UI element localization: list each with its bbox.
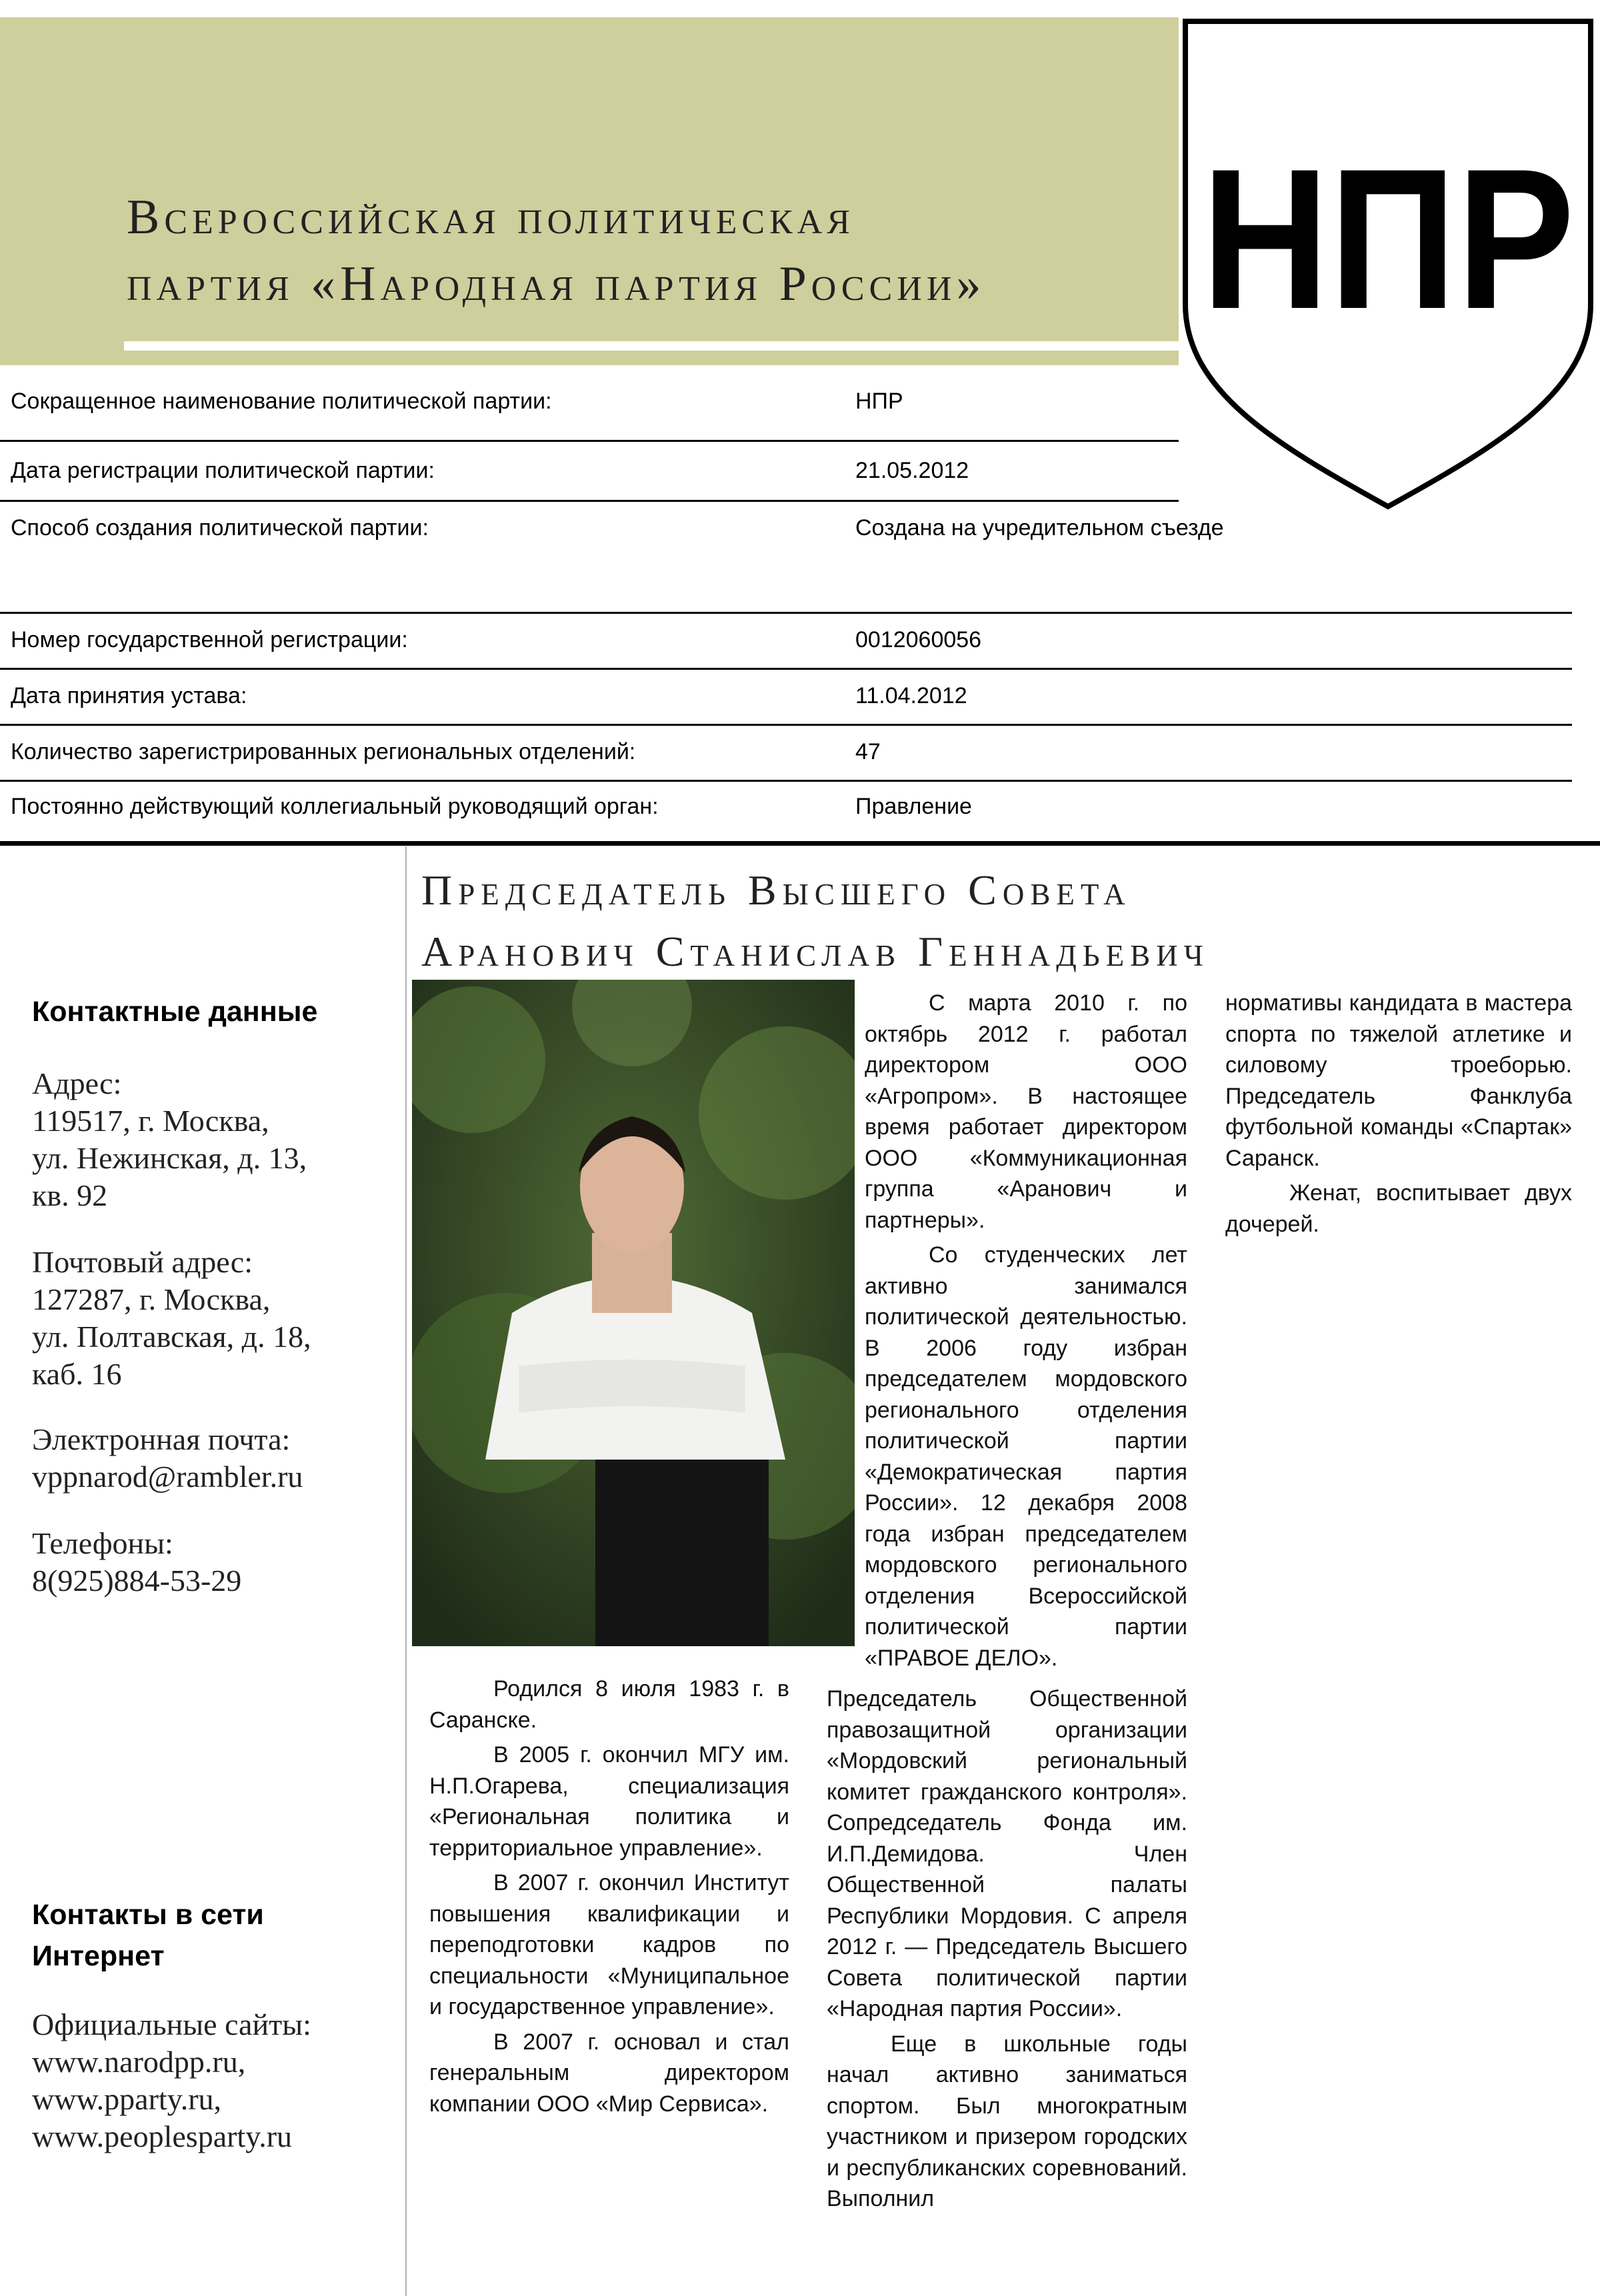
bio-column-1 xyxy=(429,1674,789,2123)
bio-paragraph: Со студенческих лет активно занимался политической деятельностью. В 2006 году избран председателем мордовского регионального отделения политической партии «Демократическая партия России». 12 декабря 2008 года избран председателем мордовского регионального отделения Всероссийской политической партии «ПРАВОЕ ДЕЛО». xyxy=(865,1242,1187,1671)
info-value: 11.04.2012 xyxy=(855,683,967,708)
info-label: Постоянно действующий коллегиальный руководящий орган: xyxy=(11,794,659,819)
party-shield-logo xyxy=(1181,17,1595,511)
info-label: Количество зарегистрированных региональных отделений: xyxy=(11,739,636,764)
bio-paragraph: В 2005 г. окончил МГУ им. Н.П.Огарева, специализация «Региональная политика и территориальное управление». xyxy=(429,1742,789,1861)
info-row-short-name xyxy=(0,375,1179,428)
section-divider xyxy=(0,841,1600,846)
bio-column-2-top xyxy=(865,988,1187,1678)
info-row-registration-number xyxy=(0,613,1600,666)
postal-line: ул. Полтавская, д. 18, xyxy=(32,1320,311,1354)
phone-number: 8(925)884-53-29 xyxy=(32,1564,242,1598)
party-title-line1: Всероссийская политическая xyxy=(127,190,855,245)
info-label: Дата регистрации политической партии: xyxy=(11,458,435,483)
info-row-creation-method xyxy=(0,501,1600,555)
bio-column-3 xyxy=(1225,988,1572,1244)
info-row-governing-body xyxy=(0,780,1600,833)
address-label: Адрес: xyxy=(32,1066,122,1100)
info-value: 47 xyxy=(855,739,881,764)
bio-paragraph: В 2007 г. основал и стал генеральным директором компании ООО «Мир Сервиса». xyxy=(429,2029,789,2117)
bio-column-2-bottom xyxy=(827,1684,1187,2219)
sites-block xyxy=(32,2006,311,2155)
address-line: кв. 92 xyxy=(32,1178,108,1212)
info-label: Дата принятия устава: xyxy=(11,683,247,708)
bio-paragraph: С марта 2010 г. по октябрь 2012 г. работал директором ООО «Агропром». В настоящее время работает директором ООО «Коммуникационная группа «Аранович и партнеры». xyxy=(865,990,1187,1233)
postal-address-block xyxy=(32,1244,311,1393)
header-band xyxy=(0,17,1179,365)
internet-heading-line1: Контакты в сети xyxy=(32,1899,264,1931)
info-value: 0012060056 xyxy=(855,627,982,652)
chairman-photo xyxy=(412,980,855,1646)
chairman-position: Председатель Высшего Совета xyxy=(421,866,1131,914)
address-line: ул. Нежинская, д. 13, xyxy=(32,1141,307,1175)
info-value: НПР xyxy=(855,389,903,414)
info-row-regional-branches xyxy=(0,725,1600,778)
phones-label: Телефоны: xyxy=(32,1526,173,1560)
sites-label: Официальные сайты: xyxy=(32,2007,311,2041)
bio-paragraph: Председатель Общественной правозащитной организации «Мордовский региональный комитет гражданского контроля». Сопредседатель Фонда им. И.П.Демидова. Член Общественной палаты Республики Мордовия. С апреля 2012 г. — Председатель Высшего Совета политической партии «Народная партия России». xyxy=(827,1686,1187,2021)
bio-paragraph: Еще в школьные годы начал активно заниматься спортом. Был многократным участником и призером городских и республиканских соревнований. Выполнил xyxy=(827,2031,1187,2211)
internet-heading xyxy=(32,1894,264,1977)
contacts-heading: Контактные данные xyxy=(32,996,318,1028)
info-label: Номер государственной регистрации: xyxy=(11,627,408,652)
info-value: 21.05.2012 xyxy=(855,458,969,483)
email-link[interactable]: vppnarod@rambler.ru xyxy=(32,1460,303,1494)
party-title xyxy=(127,184,1180,317)
info-row-charter-date xyxy=(0,669,1600,722)
column-separator xyxy=(405,846,407,2296)
internet-heading-line2: Интернет xyxy=(32,1940,165,1972)
bio-paragraph: Женат, воспитывает двух дочерей. xyxy=(1225,1180,1572,1237)
site-link[interactable]: www.peoplesparty.ru xyxy=(32,2119,293,2153)
logo-lettering: НПР xyxy=(1201,127,1575,351)
info-value: Правление xyxy=(855,794,972,819)
party-title-line2: партия «Народная партия России» xyxy=(127,257,986,311)
address-line: 119517, г. Москва, xyxy=(32,1104,269,1138)
bio-paragraph: В 2007 г. окончил Институт повышения квалификации и переподготовки кадров по специальности «Муниципальное и государственное управление». xyxy=(429,1870,789,2019)
bio-paragraph: Родился 8 июля 1983 г. в Саранске. xyxy=(429,1676,789,1733)
info-label: Сокращенное наименование политической партии: xyxy=(11,389,552,414)
chairman-heading xyxy=(421,860,1209,982)
info-row-registration-date xyxy=(0,444,1179,497)
row-divider xyxy=(0,440,1179,442)
email-label: Электронная почта: xyxy=(32,1422,291,1456)
address-block xyxy=(32,1065,307,1214)
chairman-name: Аранович Станислав Геннадьевич xyxy=(421,928,1209,975)
title-underline xyxy=(124,341,1179,351)
postal-line: каб. 16 xyxy=(32,1357,122,1391)
postal-line: 127287, г. Москва, xyxy=(32,1282,271,1316)
bio-paragraph: нормативы кандидата в мастера спорта по тяжелой атлетике и силовому троеборью. Председатель Фанклуба футбольной команды «Спартак» Саранск. xyxy=(1225,990,1572,1171)
phones-block xyxy=(32,1525,241,1600)
info-label: Способ создания политической партии: xyxy=(11,515,429,541)
email-block xyxy=(32,1421,303,1496)
site-link[interactable]: www.narodpp.ru, xyxy=(32,2045,246,2079)
site-link[interactable]: www.pparty.ru, xyxy=(32,2082,222,2116)
postal-label: Почтовый адрес: xyxy=(32,1245,253,1279)
info-value: Создана на учредительном съезде xyxy=(855,515,1224,541)
